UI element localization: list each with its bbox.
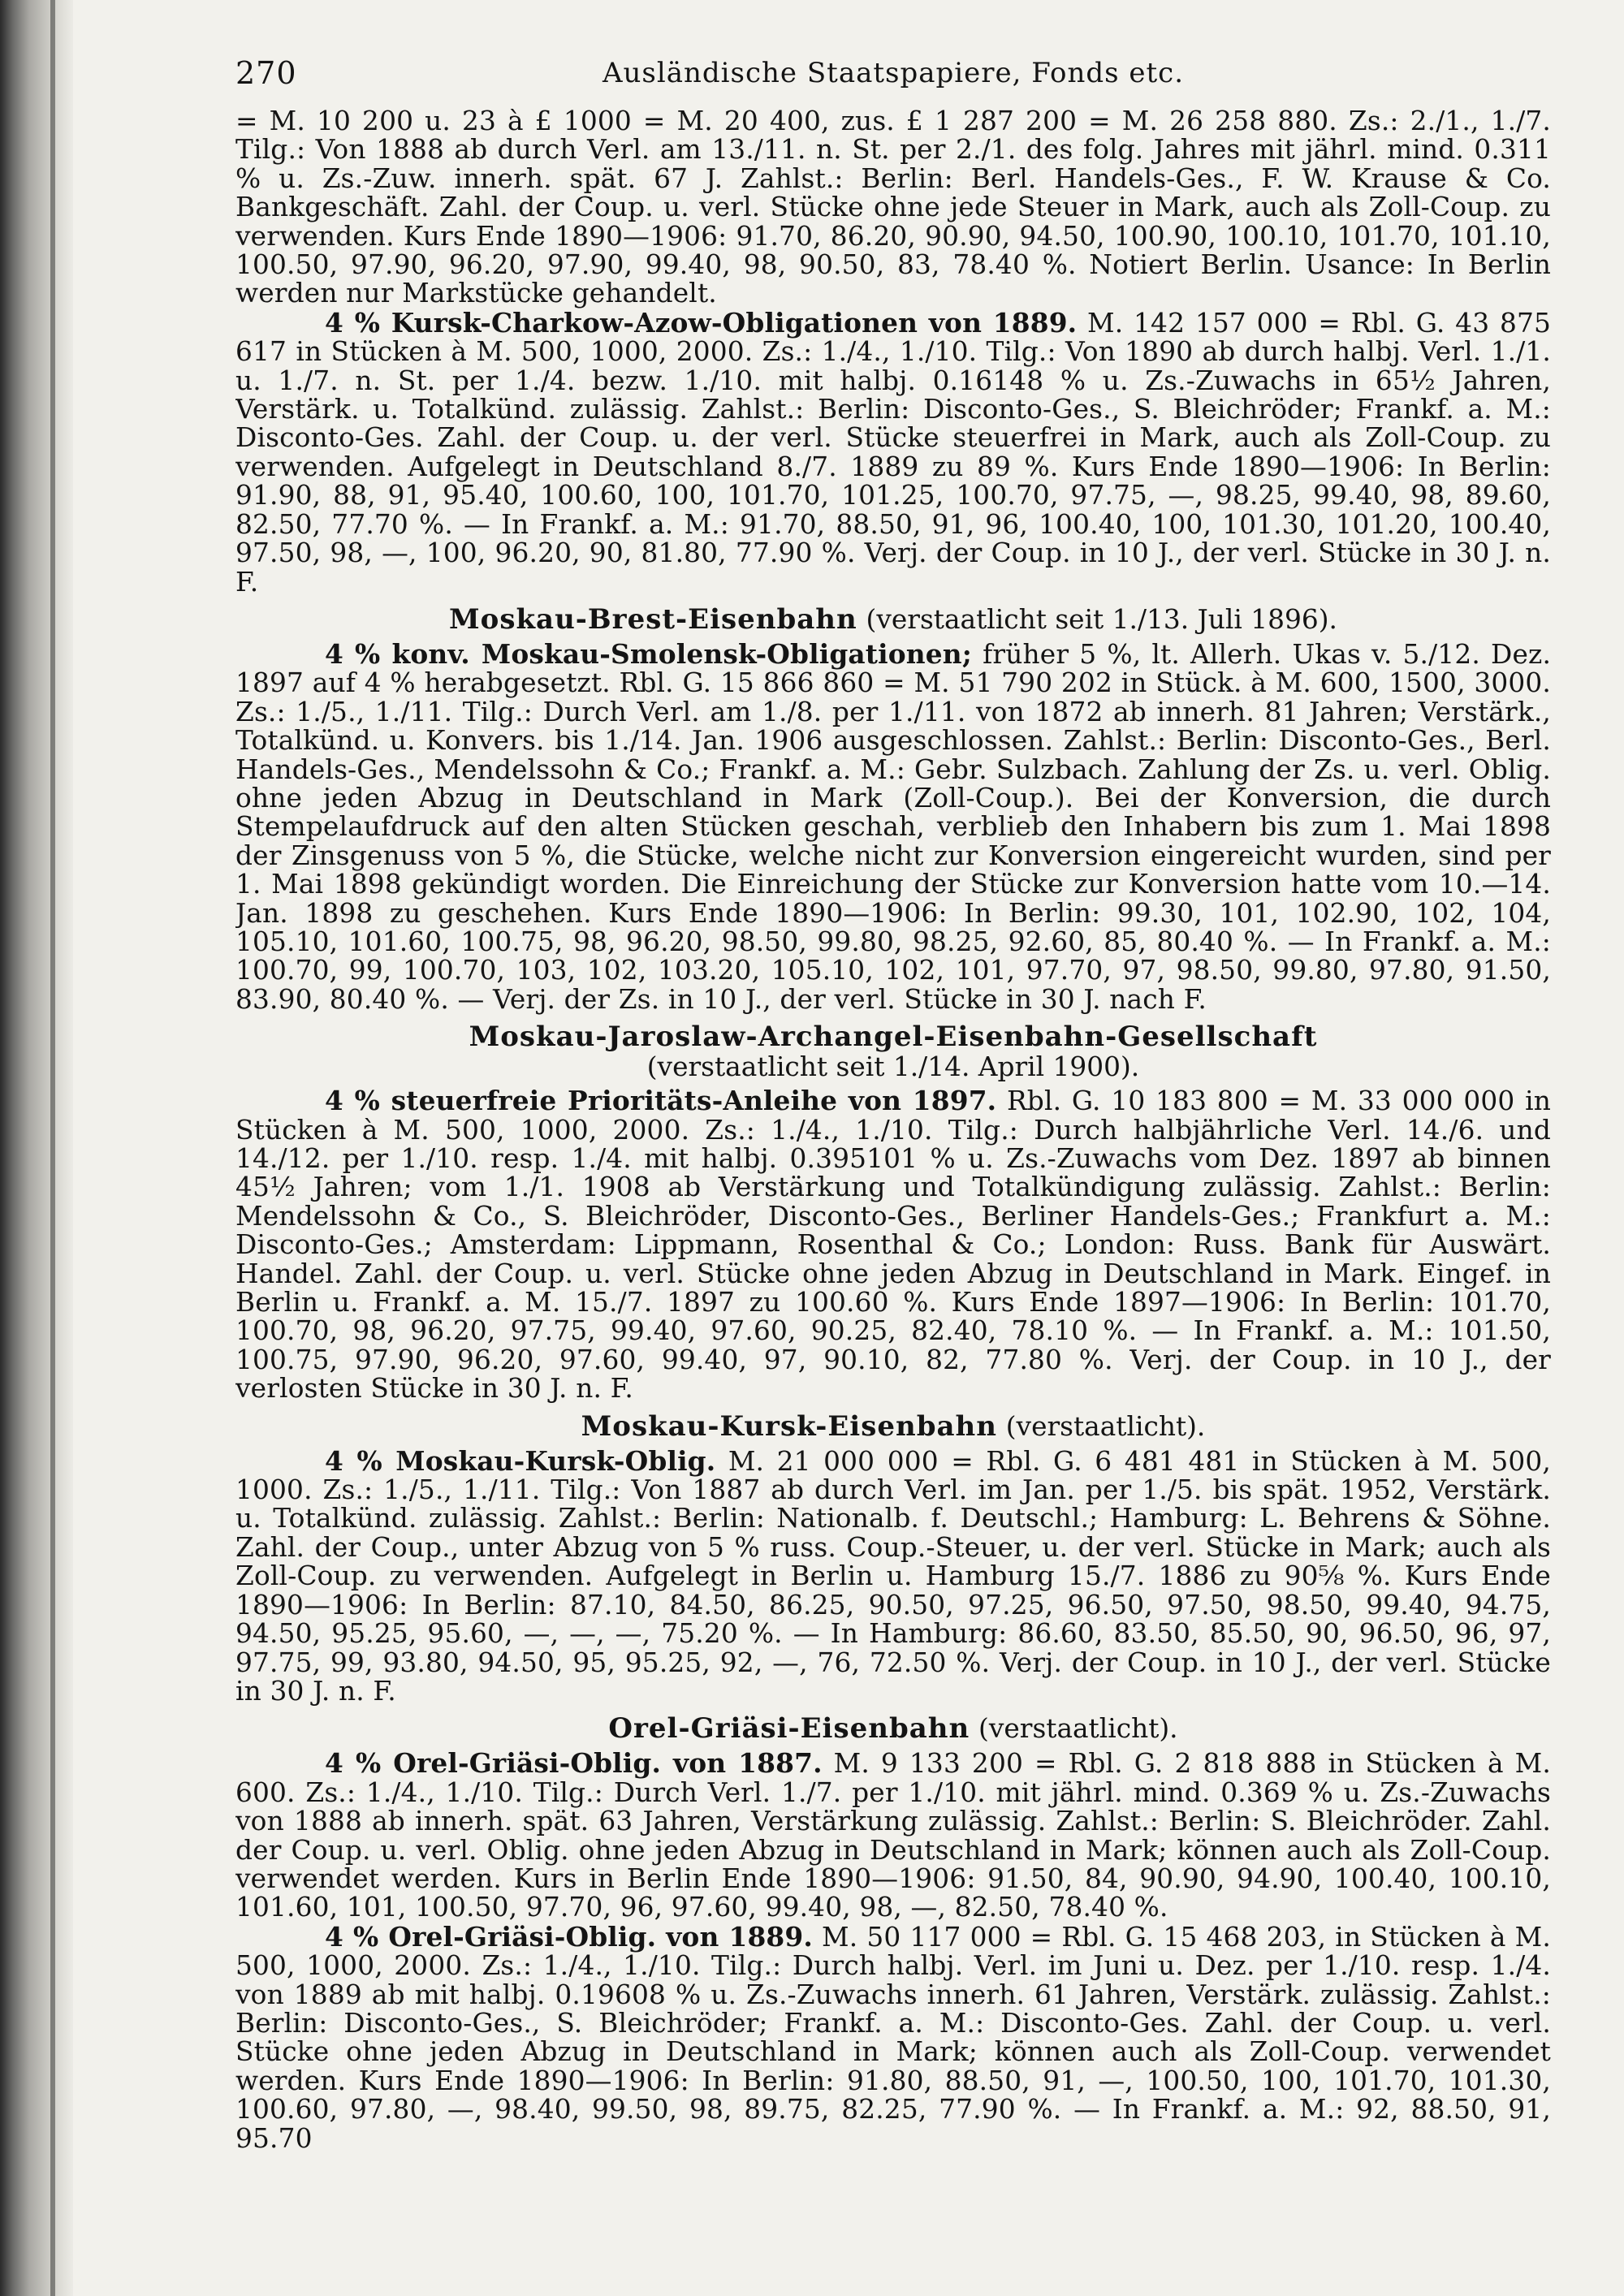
page-content	[235, 107, 1551, 2153]
heading-note: (verstaatlicht).	[1005, 1410, 1206, 1442]
section-heading	[235, 602, 1551, 636]
bond-details: M. 50 117 000 = Rbl. G. 15 468 203, in Stücken à M. 500, 1000, 2000. Zs.: 1./4., 1./10. Tilg.: Durch halbj. Verl. im Juni u. Dez. per 1./10. resp. 1./4. von 1889 ab mit halbj. 0.19608 % u. Zs.-Zuwachs innerh. 61 Jahren, Verstärk. zulässig. Zahlst.: Berlin: Disconto-Ges., S. Bleichröder; Frankf. a. M.: Disconto-Ges. Zahl. der Coup. u. verl. Stücke ohne jeden Abzug in Deutschland in Mark; können auch als Zoll-Coup. verwendet werden. Kurs Ende 1890—1906: In Berlin: 91.80, 88.50, 91, —, 100.50, 100, 101.70, 101.30, 100.60, 97.80, —, 98.40, 99.50, 98, 89.75, 82.25, 77.90 %. — In Frankf. a. M.: 92, 88.50, 91, 95.70	[235, 1921, 1551, 2154]
bond-details: M. 9 133 200 = Rbl. G. 2 818 888 in Stücken à M. 600. Zs.: 1./4., 1./10. Tilg.: Durch Verl. 1./7. per 1./10. mit jährl. mind. 0.369 % u. Zs.-Zuwachs von 1888 ab innerh. spät. 63 Jahren, Verstärkung zulässig. Zahlst.: Berlin: S. Bleichröder. Zahl. der Coup. u. verl. Oblig. ohne jeden Abzug in Deutschland in Mark; können auch als Zoll-Coup. verwendet werden. Kurs in Berlin Ende 1890—1906: 91.50, 84, 90.90, 94.90, 100.40, 100.10, 101.60, 101, 100.50, 97.70, 96, 97.60, 99.40, 98, —, 82.50, 78.40 %.	[235, 1748, 1551, 1923]
section-heading	[235, 1022, 1551, 1081]
bond-title: 4 % Kursk-Charkow-Azow-Obligationen von 1889.	[325, 306, 1078, 339]
bond-title: 4 % steuerfreie Prioritäts-Anleihe von 1897.	[325, 1085, 997, 1117]
bond-entry-paragraph	[235, 1086, 1551, 1403]
bond-title: 4 % konv. Moskau-Smolensk-Obligationen;	[325, 637, 973, 670]
heading-note: (verstaatlicht).	[978, 1713, 1178, 1745]
bond-details: früher 5 %, lt. Allerh. Ukas v. 5./12. Dez. 1897 auf 4 % herabgesetzt. Rbl. G. 15 866 860 = M. 51 790 202 in Stück. à M. 600, 1500, 3000. Zs.: 1./5., 1./11. Tilg.: Durch Verl. am 1./8. per 1./11. von 1872 ab innerh. 81 Jahren; Verstärk., Totalkünd. u. Konvers. bis 1./14. Jan. 1906 ausgeschlossen. Zahlst.: Berlin: Disconto-Ges., Berl. Handels-Ges., Mendelssohn & Co.; Frankf. a. M.: Gebr. Sulzbach. Zahlung der Zs. u. verl. Oblig. ohne jeden Abzug in Deutschland in Mark (Zoll-Coup.). Bei der Konversion, die durch Stempelaufdruck auf den alten Stücken geschah, verblieb den Inhabern bis zum 1. Mai 1898 der Zinsgenuss von 5 %, die Stücke, welche nicht zur Konversion eingereicht wurden, sind per 1. Mai 1898 gekündigt worden. Die Einreichung der Stücke zur Konversion hatte vom 10.—14. Jan. 1898 zu geschehen. Kurs Ende 1890—1906: In Berlin: 99.30, 101, 102.90, 102, 104, 105.10, 101.60, 100.75, 98, 96.20, 98.50, 99.80, 98.25, 92.60, 85, 80.40 %. — In Frankf. a. M.: 100.70, 99, 100.70, 103, 102, 103.20, 105.10, 102, 101, 97.70, 97, 98.50, 99.80, 97.80, 91.50, 83.90, 80.40 %. — Verj. der Zs. in 10 J., der verl. Stücke in 30 J. nach F.	[235, 638, 1551, 1015]
bond-entry-paragraph	[235, 1749, 1551, 1922]
bond-entry-paragraph	[235, 107, 1551, 309]
heading-note: (verstaatlicht seit 1./13. Juli 1896).	[866, 603, 1337, 635]
bond-entry-paragraph	[235, 637, 1551, 1015]
bond-details: M. 21 000 000 = Rbl. G. 6 481 481 in Stücken à M. 500, 1000. Zs.: 1./5., 1./11. Tilg.: Von 1887 ab durch Verl. im Jan. per 1./5. bis spät. 1952, Verstärk. u. Totalkünd. zulässig. Zahlst.: Berlin: Nationalb. f. Deutschl.; Hamburg: L. Behrens & Söhne. Zahl. der Coup., unter Abzug von 5 % russ. Coup.-Steuer, u. der verl. Stücke in Mark; auch als Zoll-Coup. zu verwenden. Aufgelegt in Berlin u. Hamburg 15./7. 1886 zu 90⅝ %. Kurs Ende 1890—1906: In Berlin: 87.10, 84.50, 86.25, 90.50, 97.25, 96.50, 97.50, 98.50, 99.40, 94.75, 94.50, 95.25, 95.60, —, —, —, 75.20 %. — In Hamburg: 86.60, 83.50, 85.50, 90, 96.50, 96, 97, 97.75, 99, 93.80, 94.50, 95, 95.25, 92, —, 76, 72.50 %. Verj. der Coup. in 10 J., der verl. Stücke in 30 J. n. F.	[235, 1445, 1551, 1707]
section-heading	[235, 1409, 1551, 1443]
heading-subline: (verstaatlicht seit 1./14. April 1900).	[646, 1051, 1140, 1083]
bond-title: 4 % Orel-Griäsi-Oblig. von 1887.	[325, 1747, 823, 1780]
page-header	[235, 49, 1551, 107]
bond-entry-paragraph	[235, 306, 1551, 598]
scan-binding-edge	[0, 0, 73, 2296]
book-page	[235, 49, 1551, 2273]
bond-details: Rbl. G. 10 183 800 = M. 33 000 000 in Stücken à M. 500, 1000, 2000. Zs.: 1./4., 1./10. Tilg.: Durch halbjährliche Verl. 14./6. und 14./12. per 1./10. resp. 1./4. mit halbj. 0.395101 % u. Zs.-Zuwachs vom Dez. 1897 ab binnen 45½ Jahren; vom 1./1. 1908 ab Verstärkung und Totalkündigung zulässig. Zahlst.: Berlin: Mendelssohn & Co., S. Bleichröder, Disconto-Ges., Berliner Handels-Ges.; Frankfurt a. M.: Disconto-Ges.; Amsterdam: Lippmann, Rosenthal & Co.; London: Russ. Bank für Auswärt. Handel. Zahl. der Coup. u. verl. Stücke ohne jeden Abzug in Deutschland in Mark. Eingef. in Berlin u. Frankf. a. M. 15./7. 1897 zu 100.60 %. Kurs Ende 1897—1906: In Berlin: 101.70, 100.70, 98, 96.20, 97.75, 99.40, 97.60, 90.25, 82.40, 78.10 %. — In Frankf. a. M.: 101.50, 100.75, 97.90, 96.20, 97.60, 99.40, 97, 90.10, 82, 77.80 %. Verj. der Coup. in 10 J., der verlosten Stücke in 30 J. n. F.	[235, 1085, 1551, 1405]
page-number: 270	[235, 55, 297, 91]
bond-title: 4 % Moskau-Kursk-Oblig.	[325, 1444, 716, 1477]
bond-title: 4 % Orel-Griäsi-Oblig. von 1889.	[325, 1920, 813, 1953]
section-heading	[235, 1714, 1551, 1744]
running-title: Ausländische Staatspapiere, Fonds etc.	[602, 57, 1185, 89]
bond-entry-paragraph	[235, 1920, 1551, 2154]
scan-fold-shadow	[50, 0, 55, 2296]
bond-details: M. 142 157 000 = Rbl. G. 43 875 617 in Stücken à M. 500, 1000, 2000. Zs.: 1./4., 1./10. Tilg.: Von 1890 ab durch halbj. Verl. 1./1. u. 1./7. n. St. per 1./4. bezw. 1./10. mit halbj. 0.16148 % u. Zs.-Zuwachs in 65½ Jahren, Verstärk. u. Totalkünd. zulässig. Zahlst.: Berlin: Disconto-Ges., S. Bleichröder; Frankf. a. M.: Disconto-Ges. Zahl. der Coup. u. der verl. Stücke steuerfrei in Mark, auch als Zoll-Coup. zu verwenden. Aufgelegt in Deutschland 8./7. 1889 zu 89 %. Kurs Ende 1890—1906: In Berlin: 91.90, 88, 91, 95.40, 100.60, 100, 101.70, 101.25, 100.70, 97.75, —, 98.25, 99.40, 98, 89.60, 82.50, 77.70 %. — In Frankf. a. M.: 91.70, 88.50, 91, 96, 100.40, 100, 101.30, 101.20, 100.40, 97.50, 98, —, 100, 96.20, 90, 81.80, 77.90 %. Verj. der Coup. in 10 J., der verl. Stücke in 30 J. n. F.	[235, 307, 1551, 598]
railway-name: Moskau-Brest-Eisenbahn	[449, 602, 857, 636]
bond-entry-paragraph	[235, 1444, 1551, 1707]
railway-name: Moskau-Jaroslaw-Archangel-Eisenbahn-Gesellschaft	[469, 1021, 1318, 1054]
bond-details: = M. 10 200 u. 23 à £ 1000 = M. 20 400, zus. £ 1 287 200 = M. 26 258 880. Zs.: 2./1., 1./7. Tilg.: Von 1888 ab durch Verl. am 13./11. n. St. per 2./1. des folg. Jahres mit jährl. mind. 0.311 % u. Zs.-Zuw. innerh. spät. 67 J. Zahlst.: Berlin: Berl. Handels-Ges., F. W. Krause & Co. Bankgeschäft. Zahl. der Coup. u. verl. Stücke ohne jede Steuer in Mark, auch als Zoll-Coup. zu verwenden. Kurs Ende 1890—1906: 91.70, 86.20, 90.90, 94.50, 100.90, 100.10, 101.70, 101.10, 100.50, 97.90, 96.20, 97.90, 99.40, 98, 90.50, 83, 78.40 %. Notiert Berlin. Usance: In Berlin werden nur Markstücke gehandelt.	[235, 106, 1551, 309]
railway-name: Orel-Griäsi-Eisenbahn	[608, 1712, 970, 1746]
railway-name: Moskau-Kursk-Eisenbahn	[581, 1409, 997, 1443]
